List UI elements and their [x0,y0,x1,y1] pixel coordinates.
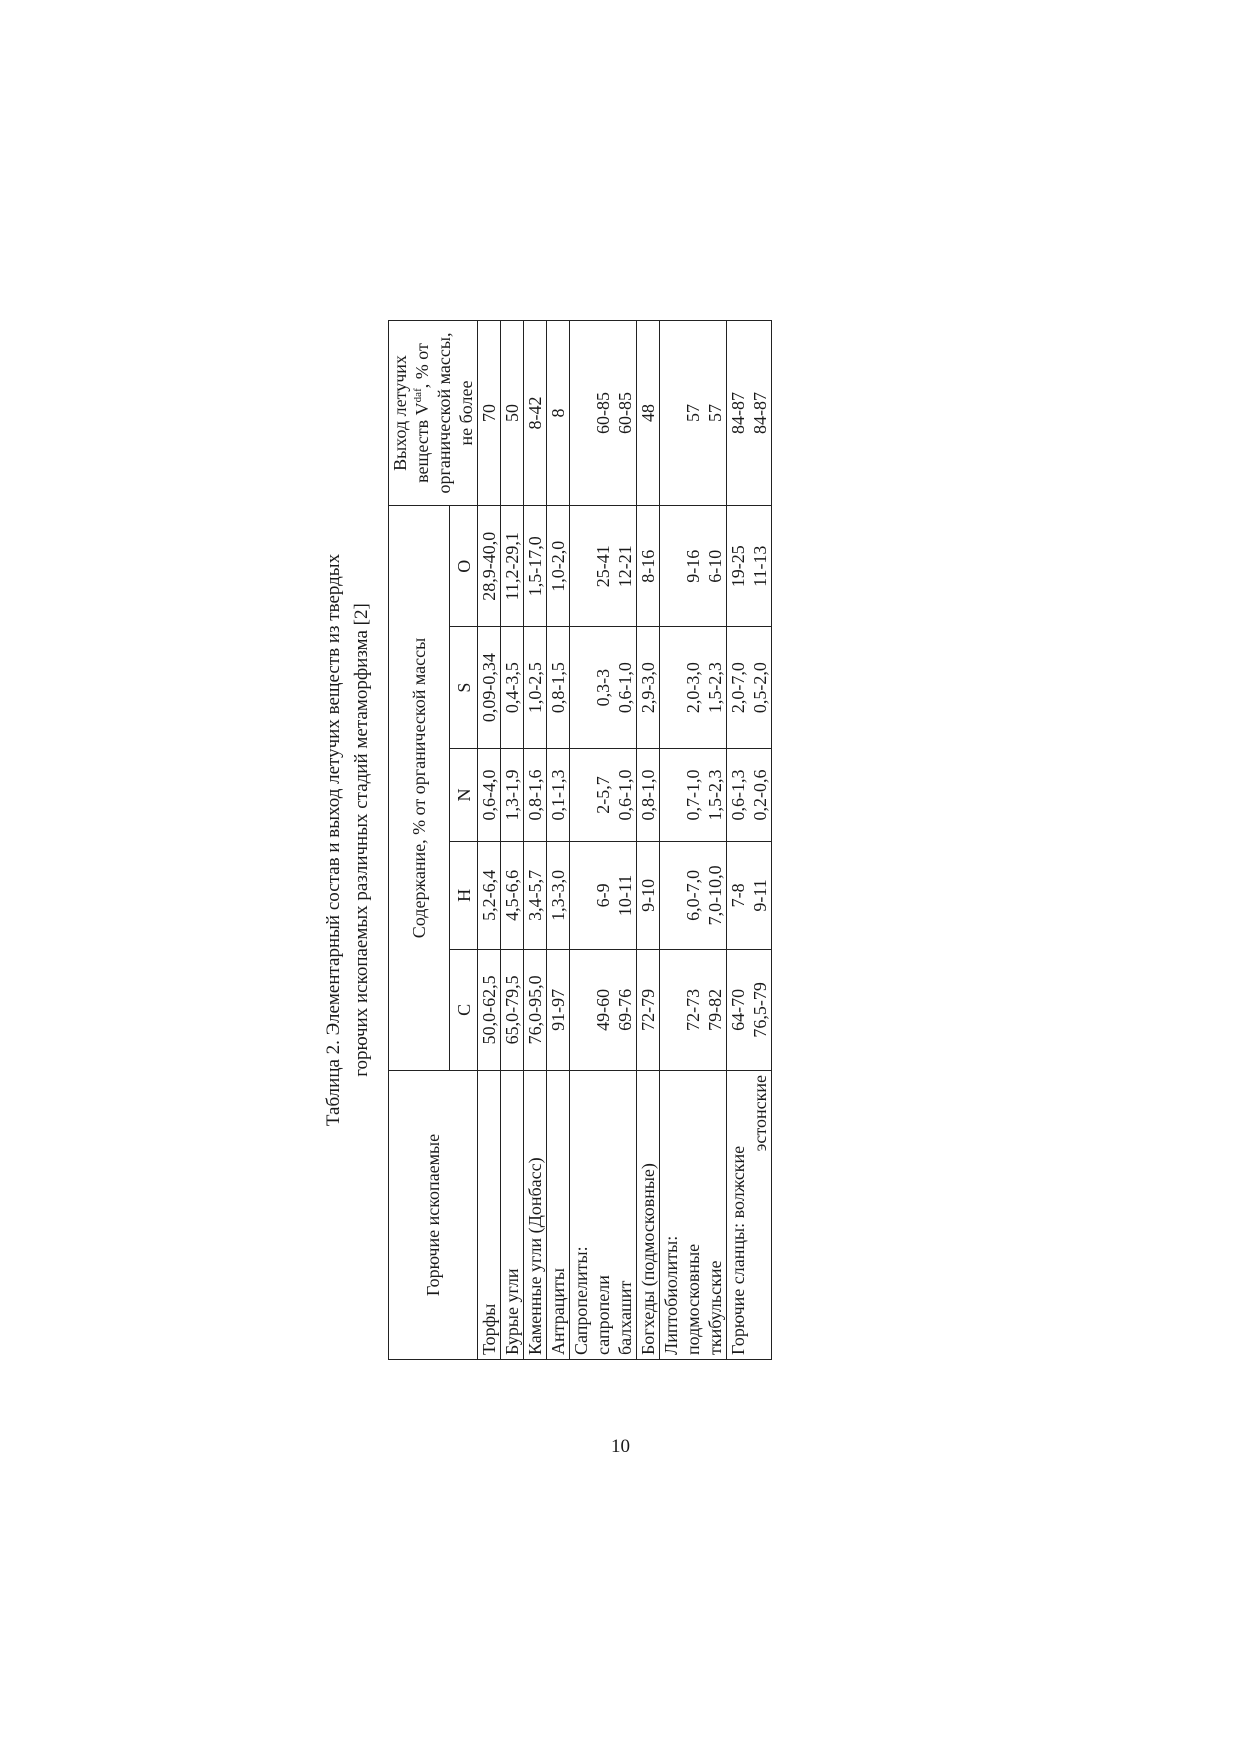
value-cell-v [524,321,547,506]
composition-table [388,320,772,1360]
value-line: 2,0-3,0 [683,662,703,714]
value-cell-c [547,949,570,1070]
value-cell-h [570,842,637,949]
value-line [570,753,592,837]
value-line: 1,5-17,0 [525,536,545,597]
fuel-name-cell [570,1071,637,1360]
value-cell-o [478,506,501,627]
value-line: 49-60 [593,988,613,1031]
fuel-name-line: подмосковные [683,1243,703,1355]
value-line: 84-87 [728,392,748,434]
value-line [660,631,682,743]
value-line: 0,3-3 [593,668,613,707]
value-cell-c [570,949,637,1070]
value-line: 19-25 [728,545,748,588]
fuel-name-line: Богхеды (подмосковные) [638,1163,658,1355]
value-line: 6-9 [593,883,613,908]
value-line: 57 [683,404,703,422]
value-line [660,325,682,501]
header-yield-post: , % от органической массы, не более [412,332,476,494]
value-line: 0,8-1,6 [525,769,545,821]
value-line [570,510,592,622]
fuel-name-line: Антрациты [548,1268,568,1355]
value-cell-n [660,748,727,841]
value-cell-c [727,949,772,1070]
value-cell-v [478,321,501,506]
value-line: 72-79 [638,988,658,1031]
value-line [570,954,592,1066]
value-line: 1,5-2,3 [705,662,725,714]
value-line: 0,1-1,3 [548,769,568,821]
value-cell-h [660,842,727,949]
table-row [524,321,547,1360]
value-cell-v [570,321,637,506]
value-line: 1,0-2,5 [525,662,545,714]
value-cell-c [478,949,501,1070]
fuel-name-cell [547,1071,570,1360]
value-line: 1,5-2,3 [705,769,725,821]
value-cell-n [524,748,547,841]
fuel-name-line: Каменные угли (Донбасс) [525,1157,545,1355]
value-line: 69-76 [615,988,635,1031]
value-line: 28,9-40,0 [479,531,499,601]
value-line: 91-97 [548,988,568,1031]
fuel-name-cell [524,1071,547,1360]
value-cell-s [478,627,501,748]
value-line: 3,4-5,7 [525,869,545,921]
value-line: 7-8 [728,883,748,908]
value-line: 50,0-62,5 [479,975,499,1045]
page-number: 10 [611,1436,630,1457]
value-line: 48 [638,404,658,422]
fuel-name-line: Бурые угли [502,1268,522,1355]
value-line: 8 [548,408,568,418]
value-line: 0,6-4,0 [479,769,499,821]
value-line: 65,0-79,5 [502,975,522,1045]
value-cell-o [547,506,570,627]
value-line: 70 [479,404,499,422]
caption-line-2: горючих ископаемых различных стадий метаморфизма [2] [351,603,372,1077]
value-line: 9-11 [750,879,770,912]
value-line: 76,5-79 [750,982,770,1038]
header-o: O [450,506,478,627]
value-line [570,325,592,501]
header-fuel: Горючие ископаемые [389,1071,478,1360]
fuel-name-cell [727,1071,772,1360]
value-cell-v [637,321,660,506]
value-cell-c [501,949,524,1070]
value-line: 0,4-3,5 [502,662,522,714]
caption-line-1: Таблица 2. Элементарный состав и выход летучих веществ из твердых [323,553,344,1127]
value-line: 4,5-6,6 [502,869,522,921]
value-line [660,753,682,837]
value-line: 25-41 [593,545,613,588]
header-volatile-yield [389,321,478,506]
value-line: 64-70 [728,988,748,1031]
table-row [547,321,570,1360]
value-line: 0,6-1,3 [728,769,748,821]
header-yield-pre: Выход летучих веществ V [390,355,432,483]
value-cell-c [524,949,547,1070]
value-line: 5,2-6,4 [479,869,499,921]
value-cell-h [524,842,547,949]
value-line: 57 [705,404,725,422]
header-content-group: Содержание, % от органической массы [389,506,450,1071]
value-cell-n [727,748,772,841]
header-c: C [450,949,478,1070]
value-cell-h [501,842,524,949]
value-cell-o [570,506,637,627]
header-yield-sup: daf [412,388,424,403]
table-row [570,321,637,1360]
value-line: 0,2-0,6 [750,769,770,821]
fuel-name-line: балхашит [615,1280,635,1355]
table-row [478,321,501,1360]
value-cell-c [637,949,660,1070]
value-cell-n [478,748,501,841]
value-line: 9-10 [638,878,658,912]
fuel-name-line: эстонские [750,1075,770,1152]
value-line: 0,6-1,0 [615,662,635,714]
value-cell-h [637,842,660,949]
table-caption [320,320,390,1360]
value-line: 12-21 [615,545,635,588]
value-line: 79-82 [705,988,725,1031]
value-line: 1,3-1,9 [502,769,522,821]
value-cell-s [570,627,637,748]
value-line: 7,0-10,0 [705,865,725,926]
value-cell-n [637,748,660,841]
value-cell-s [547,627,570,748]
table-row [501,321,524,1360]
value-line: 9-16 [683,549,703,583]
fuel-name-line: Сапропелиты: [571,1246,591,1355]
value-line: 0,5-2,0 [750,662,770,714]
value-line: 0,8-1,5 [548,662,568,714]
value-cell-v [727,321,772,506]
fuel-name-cell [478,1071,501,1360]
value-cell-s [524,627,547,748]
value-line: 1,0-2,0 [548,540,568,592]
value-cell-o [637,506,660,627]
fuel-name-cell [660,1071,727,1360]
value-cell-v [547,321,570,506]
value-line: 10-11 [615,874,635,917]
value-line: 8-16 [638,549,658,583]
value-line [570,631,592,743]
table-row [637,321,660,1360]
value-line: 0,6-1,0 [615,769,635,821]
value-line [570,846,592,944]
value-line: 6-10 [705,549,725,583]
value-line [660,510,682,622]
value-line: 76,0-95,0 [525,975,545,1045]
value-cell-h [478,842,501,949]
rotated-table-block [320,320,790,1360]
value-line: 2-5,7 [593,776,613,814]
value-cell-n [547,748,570,841]
value-line: 0,09-0,34 [479,653,499,723]
fuel-name-cell [637,1071,660,1360]
table-body [478,321,772,1360]
fuel-name-line: сапропели [593,1275,613,1355]
value-cell-n [501,748,524,841]
fuel-name-line: Торфы [479,1303,499,1355]
value-line: 50 [502,404,522,422]
value-line [660,846,682,944]
value-line [660,954,682,1066]
value-cell-c [660,949,727,1070]
table-row [727,321,772,1360]
value-cell-v [501,321,524,506]
value-cell-o [501,506,524,627]
value-cell-s [637,627,660,748]
value-cell-h [727,842,772,949]
value-line: 72-73 [683,988,703,1031]
value-cell-s [660,627,727,748]
fuel-name-line: Липтобиолиты: [661,1235,681,1355]
value-cell-o [524,506,547,627]
value-line: 11-13 [750,545,770,587]
value-cell-o [727,506,772,627]
value-line: 2,9-3,0 [638,662,658,714]
value-cell-h [547,842,570,949]
value-line: 1,3-3,0 [548,869,568,921]
fuel-name-cell [501,1071,524,1360]
value-cell-v [660,321,727,506]
value-line: 60-85 [593,392,613,434]
fuel-name-line: Горючие сланцы: волжские [728,1145,748,1355]
header-s: S [450,627,478,748]
value-line: 2,0-7,0 [728,662,748,714]
value-cell-s [727,627,772,748]
table-row [660,321,727,1360]
value-line: 0,8-1,0 [638,769,658,821]
header-n: N [450,748,478,841]
value-cell-s [501,627,524,748]
value-cell-n [570,748,637,841]
value-line: 0,7-1,0 [683,769,703,821]
value-line: 8-42 [525,396,545,430]
header-h: H [450,842,478,949]
value-line: 60-85 [615,392,635,434]
value-line: 11,2-29,1 [502,532,522,601]
value-line: 84-87 [750,392,770,434]
value-cell-o [660,506,727,627]
value-line: 6,0-7,0 [683,869,703,921]
fuel-name-line: ткибульские [705,1260,725,1355]
